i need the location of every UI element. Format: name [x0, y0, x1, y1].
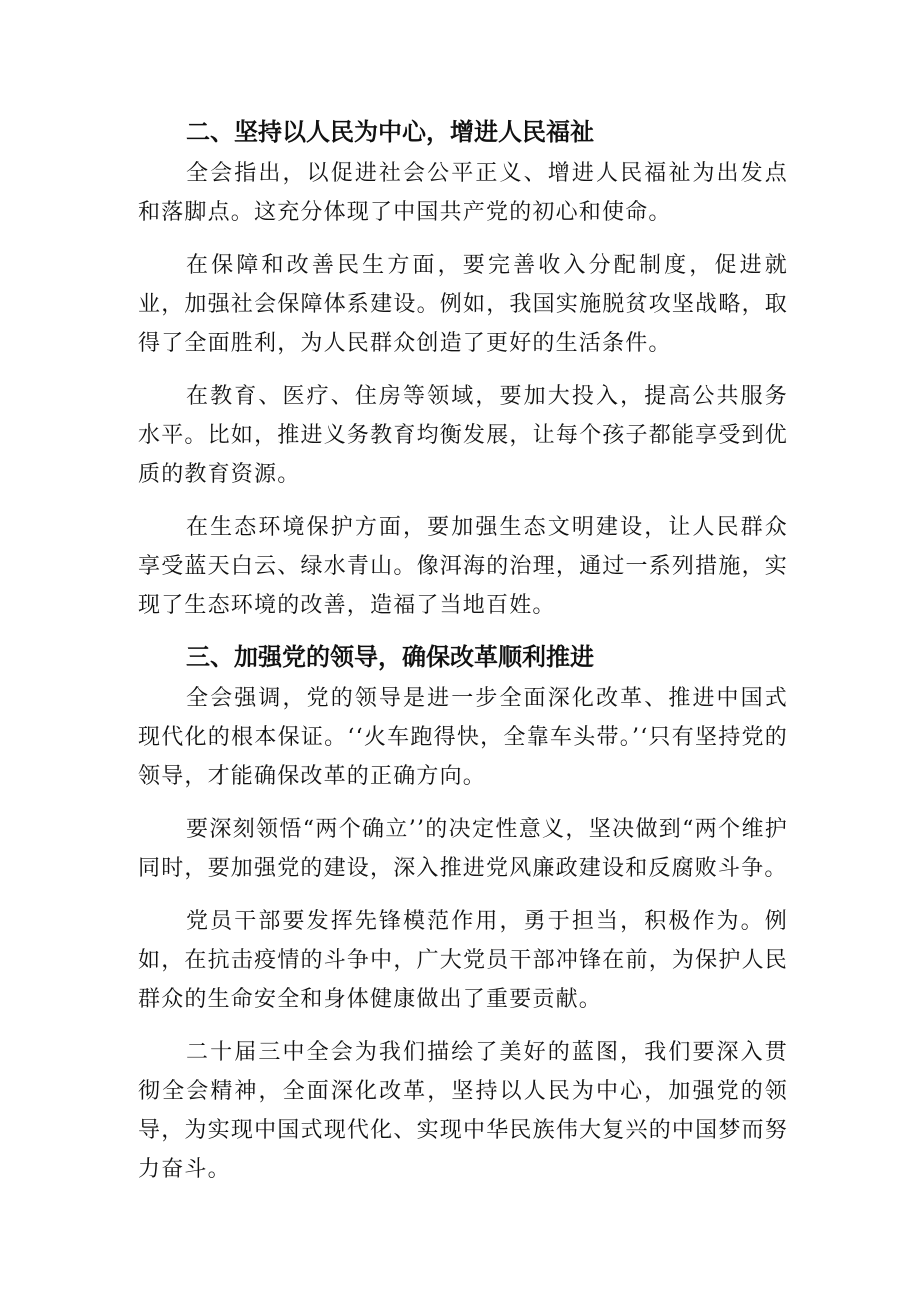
paragraph: 全会指出，以促进社会公平正义、增进人民福祉为出发点和落脚点。这充分体现了中国共产党的初心和使命。	[138, 161, 788, 225]
paragraph: 全会强调，党的领导是进一步全面深化改革、推进中国式现代化的根本保证。‘‘火车跑得快，全靠车头带。’‘只有坚持党的领导，才能确保改革的正确方向。	[138, 686, 788, 789]
paragraph: 党员干部要发挥先锋模范作用，勇于担当，积极作为。例如，在抗击疫情的斗争中，广大党员干部冲锋在前，为保护人民群众的生命安全和身体健康做出了重要贡献。	[138, 909, 788, 1012]
paragraph: 在教育、医疗、住房等领域，要加大投入，提高公共服务水平。比如，推进义务教育均衡发展，让每个孩子都能享受到优质的教育资源。	[138, 384, 788, 487]
paragraph: 要深刻领悟“两个确立’’的决定性意义，坚决做到“两个维护同时，要加强党的建设，深入推进党风廉政建设和反腐败斗争。	[138, 817, 788, 881]
section-heading-people-centered: 二、坚持以人民为中心，增进人民福祉	[186, 118, 594, 146]
paragraph: 在生态环境保护方面，要加强生态文明建设，让人民群众享受蓝天白云、绿水青山。像洱海的治理，通过一系列措施，实现了生态环境的改善，造福了当地百姓。	[138, 515, 788, 618]
paragraph: 在保障和改善民生方面，要完善收入分配制度，促进就业，加强社会保障体系建设。例如，我国实施脱贫攻坚战略，取得了全面胜利，为人民群众创造了更好的生活条件。	[138, 253, 788, 356]
section-heading-party-leadership: 三、加强党的领导，确保改革顺利推进	[186, 643, 594, 671]
paragraph-conclusion: 二十届三中全会为我们描绘了美好的蓝图，我们要深入贯彻全会精神，全面深化改革，坚持以人民为中心，加强党的领导，为实现中国式现代化、实现中华民族伟大复兴的中国梦而努力奋斗。	[138, 1040, 788, 1182]
document-body	[138, 112, 788, 1203]
